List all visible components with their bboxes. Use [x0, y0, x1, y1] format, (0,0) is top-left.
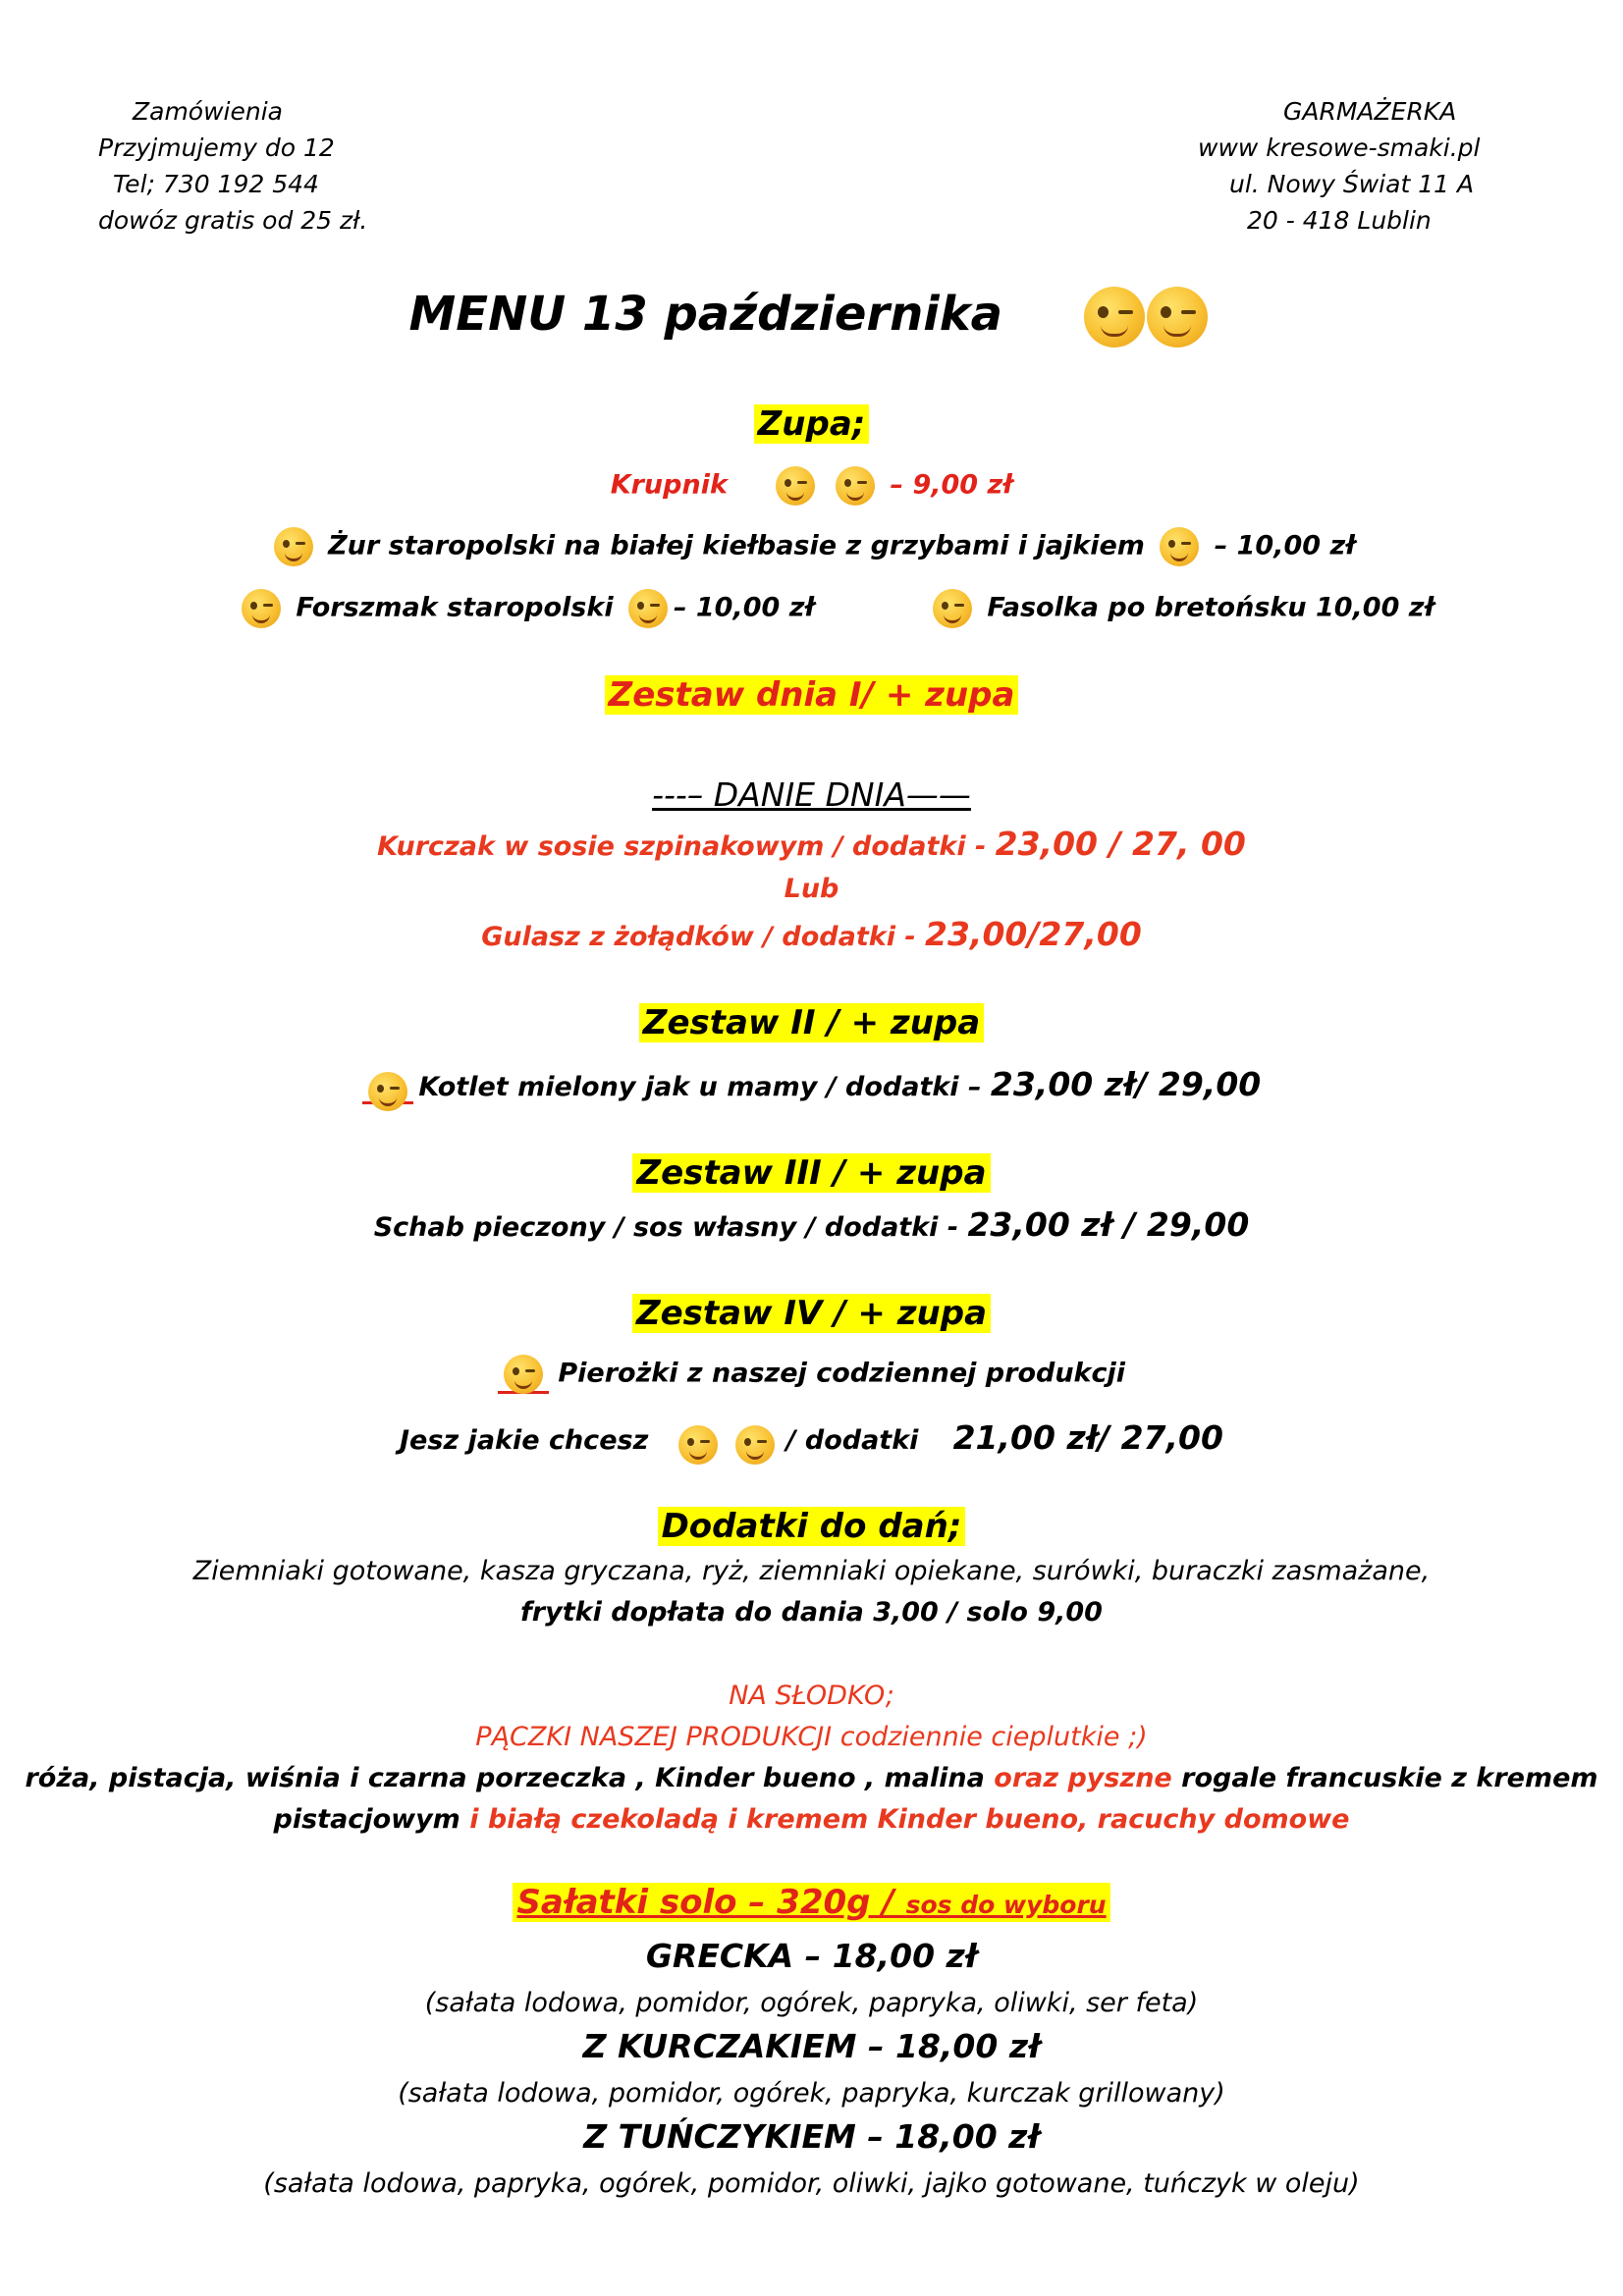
salad-greek: GRECKA – 18,00 zł: [645, 1937, 978, 1975]
wink-emoji-icon: [368, 1072, 407, 1111]
set1-or: Lub: [784, 874, 839, 904]
soup-heading: Zupa;: [0, 404, 1623, 444]
dessert-heading: NA SŁODKO;: [729, 1681, 894, 1711]
wink-emoji-icon: [274, 527, 313, 566]
wink-emoji-icon: [1147, 287, 1208, 347]
set4-heading: Zestaw IV / + zupa: [0, 1294, 1623, 1333]
forszmak-line: Forszmak staropolski – 10,00 zł: [236, 589, 815, 628]
wink-emoji-icon: [933, 589, 972, 628]
wink-emoji-icon: [628, 589, 668, 628]
street-address: ul. Nowy Świat 11 A: [1229, 170, 1475, 198]
set1-heading: Zestaw dnia I/ + zupa: [0, 675, 1623, 715]
wink-emoji-icon: [735, 1425, 775, 1465]
donut-flavours-line: róża, pistacja, wiśnia i czarna porzeczka , Kinder bueno , malina oraz pyszne rogale francuskie z kremem: [25, 1763, 1598, 1793]
fries-surcharge: frytki dopłata do dania 3,00 / solo 9,00: [520, 1597, 1103, 1628]
website: www kresowe-smaki.pl: [1198, 133, 1481, 162]
set4-dish: Pierożki z naszej codziennej produkcji: [0, 1355, 1623, 1394]
set3-dish: Schab pieczony / sos własny / dodatki - 23,00 zł / 29,00: [373, 1205, 1250, 1244]
wink-emoji-icon: [1160, 527, 1199, 566]
salad-chicken-desc: (sałata lodowa, pomidor, ogórek, papryka, kurczak grillowany): [398, 2078, 1225, 2109]
wink-emoji-icon: [242, 589, 281, 628]
shop-name: GARMAŻERKA: [1283, 97, 1457, 126]
wink-emoji-icon: [678, 1425, 718, 1465]
salad-chicken: Z KURCZAKIEM – 18,00 zł: [582, 2027, 1041, 2065]
set2-dish: Kotlet mielony jak u mamy / dodatki – 23,00 zł/ 29,00: [0, 1065, 1623, 1111]
salad-tuna-desc: (sałata lodowa, papryka, ogórek, pomidor, oliwki, jajko gotowane, tuńczyk w oleju): [263, 2168, 1360, 2199]
order-label: Zamówienia: [133, 97, 283, 126]
set1-dish1: Kurczak w sosie szpinakowym / dodatki - 23,00 / 27, 00: [377, 825, 1246, 863]
set1-dish2: Gulasz z żołądków / dodatki - 23,00/27,00: [481, 915, 1142, 953]
salad-tuna: Z TUŃCZYKIEM – 18,00 zł: [583, 2117, 1040, 2156]
donuts-line: PĄCZKI NASZEJ PRODUKCJI codziennie cieplutkie ;): [475, 1722, 1148, 1752]
set2-heading: Zestaw II / + zupa: [0, 1003, 1623, 1042]
order-hours: Przyjmujemy do 12: [98, 133, 335, 162]
phone: Tel; 730 192 544: [113, 170, 319, 198]
salads-heading: Sałatki solo – 320g / sos do wyboru: [0, 1883, 1623, 1922]
wink-emoji-icon: [504, 1355, 543, 1394]
sides-list: Ziemniaki gotowane, kasza gryczana, ryż, ziemniaki opiekane, surówki, buraczki zasmażane,: [192, 1556, 1431, 1586]
wink-emoji-icon: [1084, 287, 1145, 347]
zur-line: Żur staropolski na białej kiełbasie z grzybami i jajkiem – 10,00 zł: [0, 527, 1623, 566]
set4-price-line: Jesz jakie chcesz / dodatki 21,00 zł/ 27,00: [0, 1418, 1623, 1465]
croissants-line: pistacjowym i białą czekoladą i kremem Kinder bueno, racuchy domowe: [273, 1804, 1350, 1835]
krupnik-line: Krupnik – 9,00 zł: [0, 466, 1623, 506]
menu-title-text: MENU 13 października: [408, 287, 1003, 342]
dish-of-day-heading: ---– DANIE DNIA——: [652, 775, 971, 814]
wink-emoji-icon: [776, 466, 815, 506]
city-address: 20 - 418 Lublin: [1247, 206, 1432, 235]
menu-title: [0, 287, 1623, 347]
sides-heading: Dodatki do dań;: [0, 1507, 1623, 1546]
wink-emoji-icon: [836, 466, 875, 506]
fasolka-line: Fasolka po bretońsku 10,00 zł: [927, 589, 1434, 628]
delivery-info: dowóz gratis od 25 zł.: [98, 206, 368, 235]
salad-greek-desc: (sałata lodowa, pomidor, ogórek, papryka, oliwki, ser feta): [424, 1988, 1199, 2018]
set3-heading: Zestaw III / + zupa: [0, 1153, 1623, 1193]
